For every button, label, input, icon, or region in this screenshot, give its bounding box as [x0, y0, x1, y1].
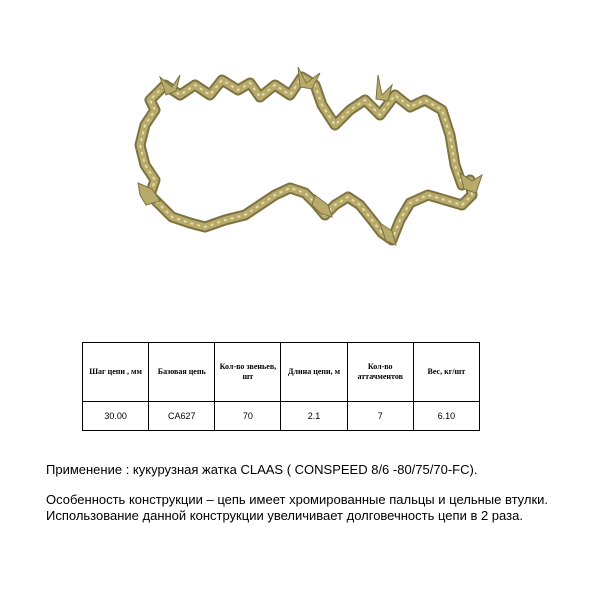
header-chain-pitch: Шаг цепи , мм [83, 343, 149, 402]
cell-weight: 6.10 [413, 402, 479, 431]
chain-product-photo [110, 55, 500, 270]
feature-text: Особенность конструкции – цепь имеет хромированные пальцы и цельные втулки. Использование данной конструкции увеличивает долговечность цепи в 2 раза. [46, 492, 549, 523]
header-link-count: Кол-во звеньев, шт [215, 343, 281, 402]
chain-with-finger-attachments-icon [110, 55, 500, 270]
header-chain-length: Длина цепи, м [281, 343, 347, 402]
header-weight: Вес, кг/шт [413, 343, 479, 402]
cell-chain-length: 2.1 [281, 402, 347, 431]
header-attachment-count: Кол-во аттачментов [347, 343, 413, 402]
application-text: Применение : кукурузная жатка CLAAS ( CONSPEED 8/6 -80/75/70-FC). [46, 462, 478, 477]
spec-table [82, 342, 480, 431]
cell-link-count: 70 [215, 402, 281, 431]
spec-table-header-row [83, 343, 480, 402]
cell-chain-pitch: 30.00 [83, 402, 149, 431]
cell-base-chain: CA627 [149, 402, 215, 431]
header-base-chain: Базовая цепь [149, 343, 215, 402]
cell-attachment-count: 7 [347, 402, 413, 431]
table-row [83, 402, 480, 431]
